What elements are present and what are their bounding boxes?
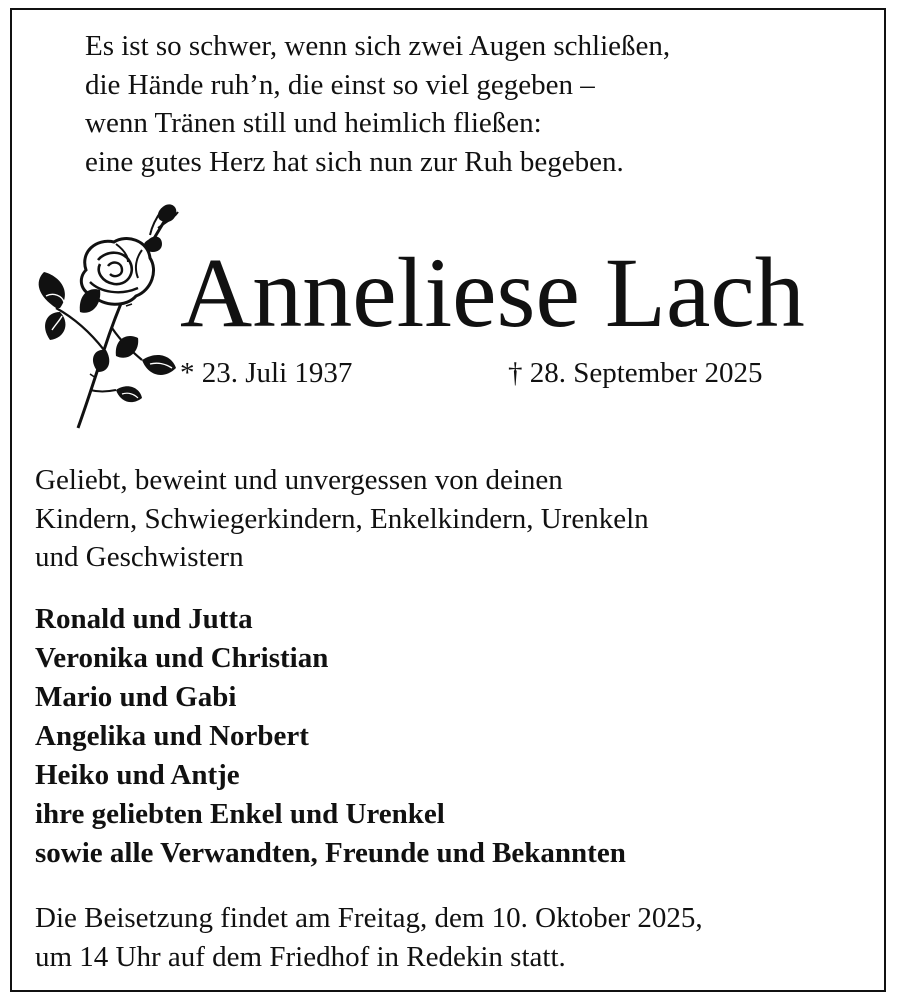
mourner-entry: Angelika und Norbert	[35, 720, 309, 752]
intro-line: und Geschwistern	[35, 541, 244, 573]
funeral-line: Die Beisetzung findet am Freitag, dem 10. Oktober 2025,	[35, 902, 703, 934]
mourner-entry: Mario und Gabi	[35, 681, 237, 713]
verse-line: Es ist so schwer, wenn sich zwei Augen schließen,	[85, 30, 671, 62]
death-date: † 28. September 2025	[508, 357, 763, 389]
intro-line: Kindern, Schwiegerkindern, Enkelkindern, Urenkeln	[35, 502, 649, 535]
birth-date: * 23. Juli 1937	[180, 357, 353, 389]
intro-line: Geliebt, beweint und unvergessen von deinen	[35, 464, 563, 496]
funeral-notice	[35, 899, 703, 976]
mourner-entry: ihre geliebten Enkel und Urenkel	[35, 798, 445, 830]
deceased-name: Anneliese Lach	[180, 237, 805, 348]
mourner-entry: sowie alle Verwandten, Freunde und Bekannten	[35, 837, 626, 869]
mourner-entry: Heiko und Antje	[35, 759, 240, 791]
verse-line: wenn Tränen still und heimlich fließen:	[85, 107, 542, 139]
mourner-entry: Ronald und Jutta	[35, 603, 253, 635]
rose-icon	[30, 200, 180, 435]
verse-line: die Hände ruh’n, die einst so viel gegeben –	[85, 68, 595, 101]
verse-line: eine gutes Herz hat sich nun zur Ruh begeben.	[85, 145, 624, 178]
funeral-line: um 14 Uhr auf dem Friedhof in Redekin statt.	[35, 940, 566, 973]
mourner-entry: Veronika und Christian	[35, 642, 329, 674]
mourners-list	[35, 600, 626, 873]
mourning-intro	[35, 461, 649, 577]
memorial-verse	[85, 27, 670, 181]
